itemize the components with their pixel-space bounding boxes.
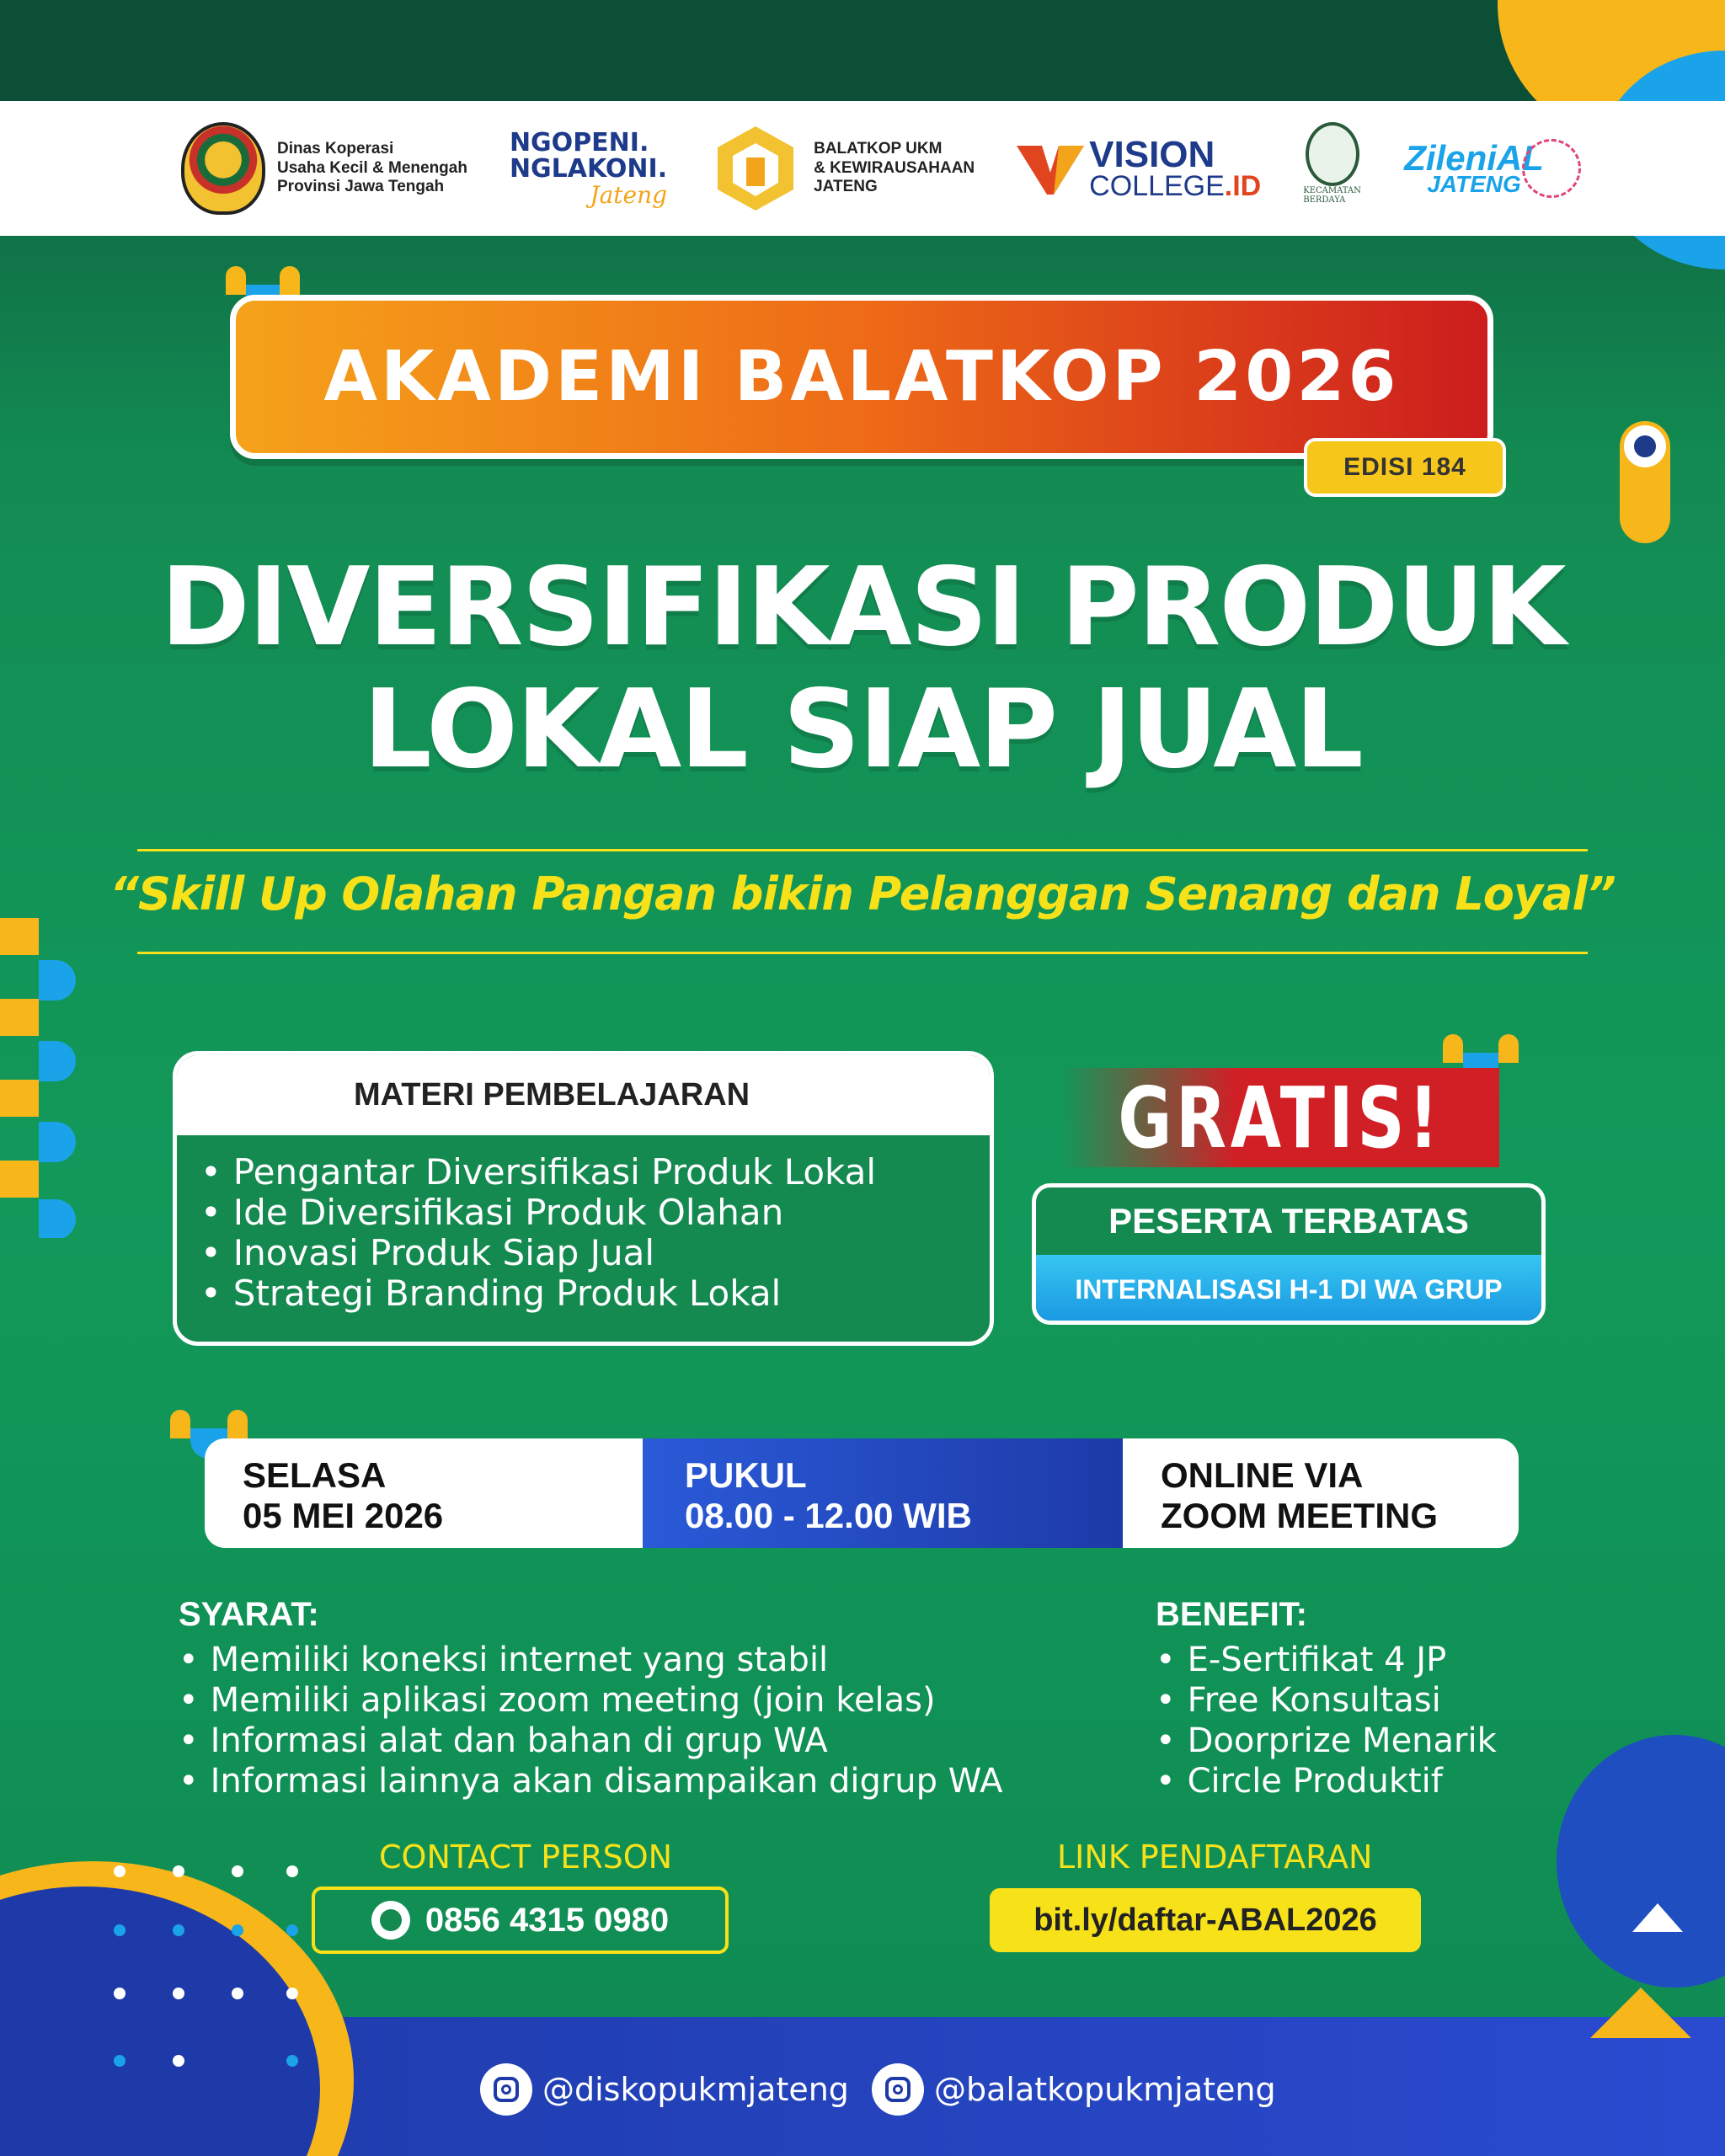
decor-dot xyxy=(173,1988,184,1999)
schedule-day: SELASA xyxy=(243,1455,387,1495)
list-item: • Strategi Branding Produk Lokal xyxy=(200,1273,990,1314)
list-item: • Free Konsultasi xyxy=(1156,1680,1497,1721)
edition-badge xyxy=(1304,438,1506,497)
divider-top xyxy=(137,849,1588,851)
social-account-2[interactable] xyxy=(872,2063,1276,2116)
decor-dot xyxy=(232,1988,243,1999)
decor-dot xyxy=(286,1865,298,1877)
materi-header xyxy=(177,1055,990,1135)
gratis-label: GRATIS! xyxy=(1118,1068,1443,1167)
syarat-heading: SYARAT: xyxy=(179,1596,319,1633)
decor-dot xyxy=(286,2055,298,2067)
social-handle-1[interactable]: @diskopukmjateng xyxy=(542,2071,849,2108)
schedule-date xyxy=(205,1438,643,1548)
edition-label: EDISI 184 xyxy=(1343,453,1466,481)
schedule-venue-line2: ZOOM MEETING xyxy=(1161,1496,1438,1535)
zilenial-ring-icon xyxy=(1522,139,1581,198)
vision-id: .ID xyxy=(1224,169,1262,202)
logo-balatkop-text: BALATKOP UKM & KEWIRAUSAHAAN JATENG xyxy=(814,139,975,196)
materi-card xyxy=(173,1051,994,1346)
mountain-icon xyxy=(1306,122,1359,186)
decor-triangle-yellow xyxy=(1590,1988,1691,2038)
schedule-venue-line1: ONLINE VIA xyxy=(1161,1455,1364,1495)
benefit-list xyxy=(1156,1640,1497,1801)
list-item: • Circle Produktif xyxy=(1156,1761,1497,1801)
balatkop-hex-icon xyxy=(709,122,802,215)
schedule-time-value: 08.00 - 12.00 WIB xyxy=(685,1496,972,1535)
list-item: • Ide Diversifikasi Produk Olahan xyxy=(200,1193,990,1233)
list-item: • E-Sertifikat 4 JP xyxy=(1156,1640,1497,1680)
top-band xyxy=(0,0,1725,101)
zilenial-name: ZileniAL xyxy=(1404,137,1544,178)
main-title-line1: DIVERSIFIKASI PRODUK xyxy=(160,545,1565,670)
logo-dinas-koperasi xyxy=(181,122,467,215)
schedule-bar xyxy=(205,1438,1519,1548)
decor-dot xyxy=(286,1924,298,1936)
decor-dot xyxy=(173,1865,184,1877)
decor-dot xyxy=(173,2055,184,2067)
program-title: AKADEMI BALATKOP 2026 xyxy=(323,337,1400,417)
jateng-crest-icon xyxy=(181,122,265,215)
decor-dot xyxy=(114,2055,126,2067)
ngopeni-script: Jateng xyxy=(590,180,668,209)
logo-vision-college xyxy=(1017,133,1262,202)
ngopeni-line2: NGLAKONI. xyxy=(509,154,668,184)
logo-zilenial xyxy=(1404,139,1581,198)
schedule-date-value: 05 MEI 2026 xyxy=(243,1496,444,1535)
logo-dinas-text: Dinas Koperasi Usaha Kecil & Menengah Provinsi Jawa Tengah xyxy=(277,139,467,196)
list-item: • Memiliki koneksi internet yang stabil xyxy=(179,1640,1002,1680)
registration-link[interactable]: bit.ly/daftar-ABAL2026 xyxy=(1033,1902,1377,1938)
decor-dot xyxy=(232,1865,243,1877)
materi-heading: MATERI PEMBELAJARAN xyxy=(354,1077,750,1113)
vision-v-icon xyxy=(1017,139,1084,198)
decor-triangle-white xyxy=(1632,1903,1683,1932)
decor-chevrons-left xyxy=(0,918,84,1238)
kecamatan-label: KECAMATAN BERDAYA xyxy=(1303,186,1361,205)
decor-dot xyxy=(114,1988,126,1999)
contact-box[interactable] xyxy=(312,1886,729,1954)
list-item: • Doorprize Menarik xyxy=(1156,1721,1497,1761)
syarat-list xyxy=(179,1640,1002,1801)
registration-label: LINK PENDAFTARAN xyxy=(1057,1838,1373,1876)
decor-dot xyxy=(114,1924,126,1936)
program-banner xyxy=(230,295,1493,459)
zilenial-sub: JATENG xyxy=(1427,171,1521,198)
registration-link-box[interactable] xyxy=(990,1888,1421,1952)
logo-bar xyxy=(0,101,1725,236)
decor-dot xyxy=(232,1924,243,1936)
logo-ngopeni xyxy=(509,127,668,209)
decor-blob-bottom-right xyxy=(1557,1735,1725,1988)
instagram-icon xyxy=(872,2063,924,2116)
benefit-heading: BENEFIT: xyxy=(1156,1596,1307,1633)
instagram-icon xyxy=(480,2063,532,2116)
schedule-time-label: PUKUL xyxy=(685,1455,807,1495)
list-item: • Pengantar Diversifikasi Produk Lokal xyxy=(200,1152,990,1193)
internalisasi-label: INTERNALISASI H-1 DI WA GRUP xyxy=(1036,1255,1541,1325)
decor-dot xyxy=(173,1924,184,1936)
decor-pill-dot xyxy=(1624,425,1666,467)
social-handle-2[interactable]: @balatkopukmjateng xyxy=(934,2071,1276,2108)
social-account-1[interactable] xyxy=(480,2063,849,2116)
logo-balatkop xyxy=(709,122,975,215)
main-title xyxy=(0,547,1725,791)
vision-big: VISION xyxy=(1089,133,1215,175)
contact-label: CONTACT PERSON xyxy=(379,1838,673,1876)
tagline: “Skill Up Olahan Pangan bikin Pelanggan Senang dan Loyal” xyxy=(109,867,1616,921)
decor-dot xyxy=(114,1865,126,1877)
divider-bottom xyxy=(137,952,1588,954)
peserta-terbatas-card xyxy=(1032,1183,1546,1325)
main-title-line2: LOKAL SIAP JUAL xyxy=(363,666,1362,792)
schedule-venue xyxy=(1123,1438,1519,1548)
list-item: • Inovasi Produk Siap Jual xyxy=(200,1233,990,1273)
list-item: • Informasi lainnya akan disampaikan digrup WA xyxy=(179,1761,1002,1801)
whatsapp-icon xyxy=(371,1901,410,1940)
vision-small: COLLEGE xyxy=(1089,169,1225,202)
peserta-terbatas-label: PESERTA TERBATAS xyxy=(1108,1201,1469,1241)
logo-kecamatan-berdaya xyxy=(1303,122,1362,215)
gratis-banner xyxy=(1061,1068,1499,1167)
decor-dot xyxy=(286,1988,298,1999)
list-item: • Informasi alat dan bahan di grup WA xyxy=(179,1721,1002,1761)
ngopeni-line1: NGOPENI. xyxy=(509,127,649,157)
schedule-time xyxy=(643,1438,1123,1548)
list-item: • Memiliki aplikasi zoom meeting (join kelas) xyxy=(179,1680,1002,1721)
contact-phone[interactable]: 0856 4315 0980 xyxy=(425,1901,670,1939)
materi-list xyxy=(177,1135,990,1314)
